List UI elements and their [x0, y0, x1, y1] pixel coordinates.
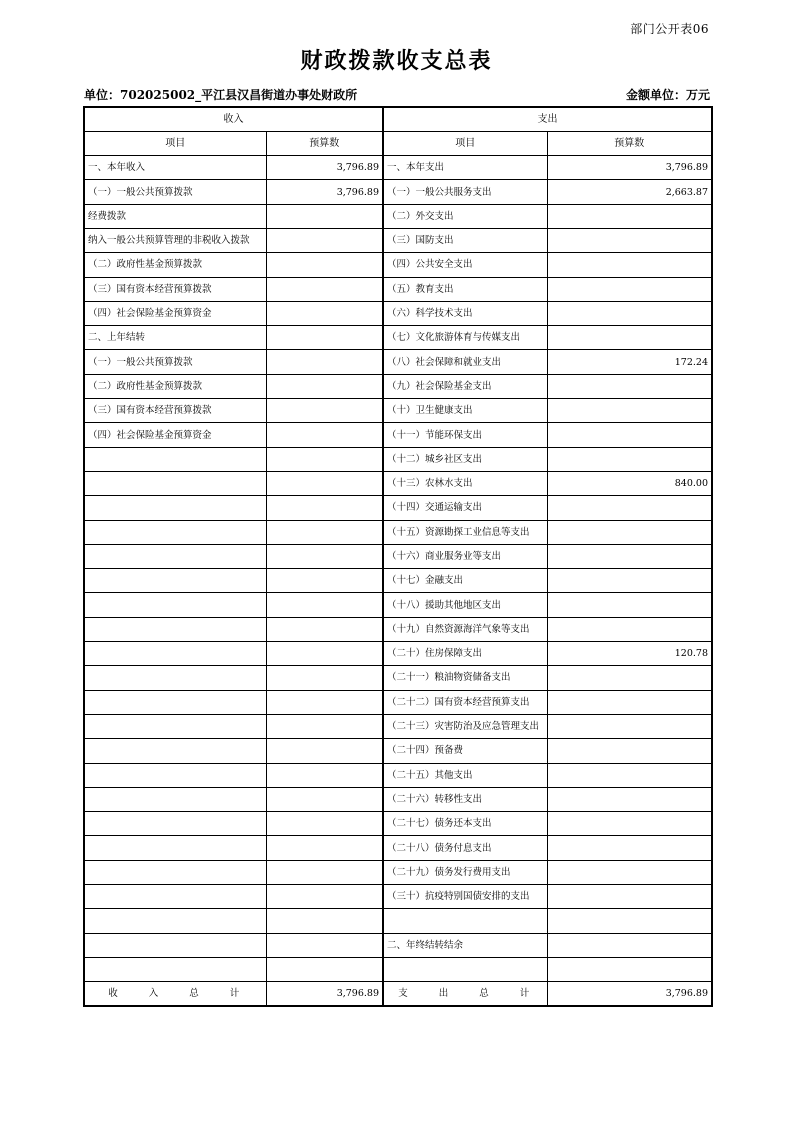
expense-amount-cell — [547, 909, 712, 933]
table-row — [84, 180, 712, 204]
income-item-cell — [84, 569, 266, 593]
expense-item-cell — [383, 957, 547, 981]
expense-item-cell: （二）外交支出 — [383, 204, 547, 228]
income-amount-cell: 3,796.89 — [266, 156, 383, 180]
document-code: 部门公开表06 — [630, 22, 709, 36]
expense-amount-cell: 3,796.89 — [547, 156, 712, 180]
table-row — [84, 593, 712, 617]
expense-item-cell — [383, 909, 547, 933]
income-amount-cell — [266, 326, 383, 350]
expense-item-cell: （二十二）国有资本经营预算支出 — [383, 690, 547, 714]
income-item-cell — [84, 885, 266, 909]
expense-item-cell: （十二）城乡社区支出 — [383, 447, 547, 471]
expense-amount-cell — [547, 228, 712, 252]
income-item-cell: （二）政府性基金预算拨款 — [84, 374, 266, 398]
income-item-cell — [84, 642, 266, 666]
expense-total-amount: 3,796.89 — [547, 982, 712, 1006]
expense-amount-cell: 2,663.87 — [547, 180, 712, 204]
expense-amount-cell — [547, 957, 712, 981]
income-item-cell: 纳入一般公共预算管理的非税收入拨款 — [84, 228, 266, 252]
expense-item-cell: （十四）交通运输支出 — [383, 496, 547, 520]
page-title: 财政拨款收支总表 — [300, 48, 493, 74]
table-row — [84, 617, 712, 641]
expense-item-cell: （十三）农林水支出 — [383, 471, 547, 495]
expense-amount-cell — [547, 617, 712, 641]
table-row — [84, 496, 712, 520]
expense-item-cell: （九）社会保险基金支出 — [383, 374, 547, 398]
table-row — [84, 690, 712, 714]
table-row — [84, 739, 712, 763]
expense-amount-cell — [547, 666, 712, 690]
table-row — [84, 228, 712, 252]
table-row — [84, 447, 712, 471]
expense-item-cell: （一）一般公共服务支出 — [383, 180, 547, 204]
income-amount-cell — [266, 471, 383, 495]
expense-amount-cell — [547, 714, 712, 738]
expense-item-cell: （四）公共安全支出 — [383, 253, 547, 277]
expense-amount-cell — [547, 496, 712, 520]
income-item-cell — [84, 593, 266, 617]
income-item-cell: （三）国有资本经营预算拨款 — [84, 277, 266, 301]
income-amount-cell — [266, 666, 383, 690]
table-row — [84, 860, 712, 884]
expense-budget-header: 预算数 — [547, 131, 712, 155]
income-item-cell — [84, 690, 266, 714]
expense-item-cell: （二十五）其他支出 — [383, 763, 547, 787]
expense-amount-cell — [547, 447, 712, 471]
expense-amount-cell — [547, 836, 712, 860]
income-amount-cell — [266, 860, 383, 884]
income-item-cell — [84, 812, 266, 836]
expense-item-cell: （二十七）债务还本支出 — [383, 812, 547, 836]
expense-amount-cell — [547, 933, 712, 957]
expense-item-cell: （十八）援助其他地区支出 — [383, 593, 547, 617]
expense-amount-cell: 840.00 — [547, 471, 712, 495]
meta-row — [84, 86, 710, 104]
income-item-cell — [84, 447, 266, 471]
column-header-row — [84, 131, 712, 155]
income-item-cell: 经费拨款 — [84, 204, 266, 228]
amount-unit: 金额单位：万元 — [625, 88, 710, 102]
expense-item-cell: （二十一）粮油物资储备支出 — [383, 666, 547, 690]
income-amount-cell — [266, 253, 383, 277]
expense-item-cell: （十一）节能环保支出 — [383, 423, 547, 447]
table-row — [84, 714, 712, 738]
expense-amount-cell — [547, 204, 712, 228]
income-amount-cell — [266, 714, 383, 738]
income-total-label: 收 入 总 计 — [84, 982, 266, 1006]
income-amount-cell — [266, 374, 383, 398]
expense-item-cell: （七）文化旅游体育与传媒支出 — [383, 326, 547, 350]
income-amount-cell — [266, 739, 383, 763]
income-amount-cell — [266, 301, 383, 325]
expense-item-cell: （十）卫生健康支出 — [383, 399, 547, 423]
income-item-cell — [84, 836, 266, 860]
income-amount-cell — [266, 544, 383, 568]
table-row — [84, 933, 712, 957]
table-body — [84, 156, 712, 982]
income-item-cell — [84, 763, 266, 787]
expense-item-cell: （五）教育支出 — [383, 277, 547, 301]
expense-group-header: 支出 — [383, 107, 712, 131]
income-item-cell: （三）国有资本经营预算拨款 — [84, 399, 266, 423]
expense-item-cell: （十五）资源勘探工业信息等支出 — [383, 520, 547, 544]
expense-item-cell: （二十八）债务付息支出 — [383, 836, 547, 860]
expense-amount-cell — [547, 374, 712, 398]
expense-amount-cell — [547, 739, 712, 763]
expense-amount-cell — [547, 787, 712, 811]
table-row — [84, 253, 712, 277]
expense-amount-cell: 120.78 — [547, 642, 712, 666]
table-row — [84, 471, 712, 495]
expense-item-cell: （二十四）预备费 — [383, 739, 547, 763]
organization-unit: 单位：702025002_平江县汉昌街道办事处财政所 — [84, 88, 358, 102]
table-row — [84, 812, 712, 836]
expense-amount-cell — [547, 423, 712, 447]
income-amount-cell — [266, 447, 383, 471]
income-amount-cell — [266, 593, 383, 617]
table-row — [84, 544, 712, 568]
income-item-cell — [84, 714, 266, 738]
income-item-cell: （四）社会保险基金预算资金 — [84, 423, 266, 447]
income-total-amount: 3,796.89 — [266, 982, 383, 1006]
expense-item-cell: （十六）商业服务业等支出 — [383, 544, 547, 568]
income-amount-cell — [266, 496, 383, 520]
budget-summary-table — [83, 106, 713, 1007]
income-item-cell — [84, 787, 266, 811]
table-row — [84, 399, 712, 423]
expense-amount-cell — [547, 860, 712, 884]
expense-amount-cell — [547, 277, 712, 301]
income-amount-cell — [266, 228, 383, 252]
expense-amount-cell — [547, 544, 712, 568]
expense-item-cell: （十九）自然资源海洋气象等支出 — [383, 617, 547, 641]
expense-item-cell: （二十六）转移性支出 — [383, 787, 547, 811]
income-budget-header: 预算数 — [266, 131, 383, 155]
table-row — [84, 836, 712, 860]
income-item-cell — [84, 666, 266, 690]
income-item-cell: （二）政府性基金预算拨款 — [84, 253, 266, 277]
expense-amount-cell — [547, 253, 712, 277]
income-amount-cell — [266, 399, 383, 423]
income-item-header: 项目 — [84, 131, 266, 155]
income-item-cell — [84, 909, 266, 933]
income-amount-cell — [266, 423, 383, 447]
expense-amount-cell — [547, 812, 712, 836]
table-row — [84, 666, 712, 690]
expense-item-cell: （二十三）灾害防治及应急管理支出 — [383, 714, 547, 738]
income-item-cell — [84, 933, 266, 957]
expense-amount-cell — [547, 593, 712, 617]
income-amount-cell — [266, 957, 383, 981]
table-row — [84, 520, 712, 544]
income-amount-cell — [266, 277, 383, 301]
expense-item-cell: 一、本年支出 — [383, 156, 547, 180]
income-group-header: 收入 — [84, 107, 383, 131]
income-amount-cell — [266, 642, 383, 666]
table-row — [84, 350, 712, 374]
expense-amount-cell — [547, 569, 712, 593]
expense-item-cell: （十七）金融支出 — [383, 569, 547, 593]
income-amount-cell — [266, 690, 383, 714]
income-amount-cell: 3,796.89 — [266, 180, 383, 204]
income-item-cell: （一）一般公共预算拨款 — [84, 180, 266, 204]
income-amount-cell — [266, 885, 383, 909]
income-amount-cell — [266, 909, 383, 933]
income-amount-cell — [266, 617, 383, 641]
expense-item-cell: （二十九）债务发行费用支出 — [383, 860, 547, 884]
totals-row — [84, 982, 712, 1006]
expense-item-cell: （八）社会保障和就业支出 — [383, 350, 547, 374]
income-item-cell — [84, 860, 266, 884]
table-row — [84, 423, 712, 447]
table-row — [84, 326, 712, 350]
expense-amount-cell — [547, 520, 712, 544]
income-item-cell: 二、上年结转 — [84, 326, 266, 350]
income-item-cell — [84, 739, 266, 763]
group-header-row — [84, 107, 712, 131]
income-item-cell — [84, 520, 266, 544]
expense-total-label: 支 出 总 计 — [383, 982, 547, 1006]
income-amount-cell — [266, 787, 383, 811]
expense-item-cell: （六）科学技术支出 — [383, 301, 547, 325]
income-amount-cell — [266, 569, 383, 593]
expense-item-header: 项目 — [383, 131, 547, 155]
expense-amount-cell — [547, 763, 712, 787]
expense-amount-cell — [547, 885, 712, 909]
income-item-cell — [84, 496, 266, 520]
income-amount-cell — [266, 520, 383, 544]
expense-amount-cell — [547, 399, 712, 423]
expense-amount-cell — [547, 301, 712, 325]
table-row — [84, 885, 712, 909]
table-row — [84, 642, 712, 666]
table-row — [84, 156, 712, 180]
expense-item-cell: （三）国防支出 — [383, 228, 547, 252]
table-row — [84, 569, 712, 593]
table-row — [84, 787, 712, 811]
expense-item-cell: （二十）住房保障支出 — [383, 642, 547, 666]
income-item-cell: （一）一般公共预算拨款 — [84, 350, 266, 374]
income-item-cell — [84, 617, 266, 641]
income-item-cell: （四）社会保险基金预算资金 — [84, 301, 266, 325]
income-amount-cell — [266, 204, 383, 228]
income-item-cell — [84, 471, 266, 495]
income-amount-cell — [266, 350, 383, 374]
table-row — [84, 204, 712, 228]
table-row — [84, 763, 712, 787]
income-amount-cell — [266, 812, 383, 836]
table-row — [84, 957, 712, 981]
expense-amount-cell: 172.24 — [547, 350, 712, 374]
income-amount-cell — [266, 836, 383, 860]
income-item-cell — [84, 544, 266, 568]
income-item-cell: 一、本年收入 — [84, 156, 266, 180]
expense-amount-cell — [547, 326, 712, 350]
table-row — [84, 301, 712, 325]
income-amount-cell — [266, 763, 383, 787]
table-row — [84, 374, 712, 398]
table-row — [84, 277, 712, 301]
table-row — [84, 909, 712, 933]
expense-amount-cell — [547, 690, 712, 714]
expense-item-cell: 二、年终结转结余 — [383, 933, 547, 957]
income-amount-cell — [266, 933, 383, 957]
expense-item-cell: （三十）抗疫特别国债安排的支出 — [383, 885, 547, 909]
income-item-cell — [84, 957, 266, 981]
